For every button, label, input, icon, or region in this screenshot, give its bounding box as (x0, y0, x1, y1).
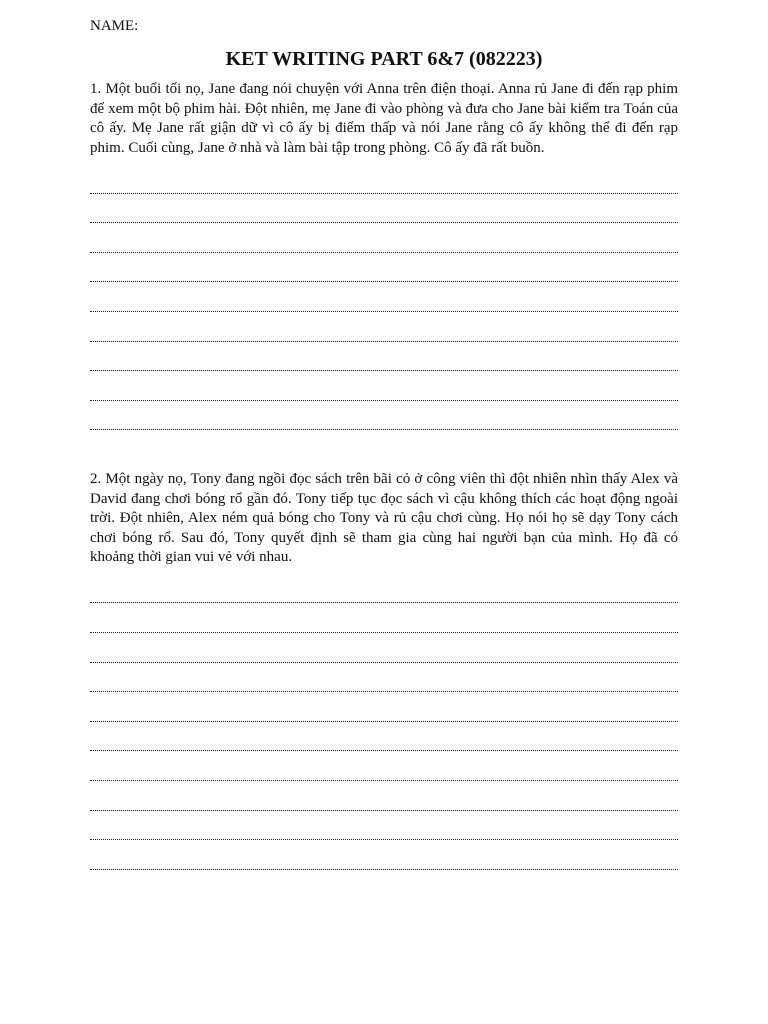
question-2 (90, 470, 678, 869)
worksheet-page (90, 16, 678, 870)
answer-line[interactable] (90, 342, 678, 372)
question-2-answer-area[interactable] (90, 574, 678, 870)
answer-line[interactable] (90, 371, 678, 401)
question-1-answer-area[interactable] (90, 164, 678, 430)
answer-line[interactable] (90, 781, 678, 811)
answer-line[interactable] (90, 751, 678, 781)
answer-line[interactable] (90, 223, 678, 253)
answer-line[interactable] (90, 811, 678, 841)
answer-line[interactable] (90, 164, 678, 194)
section-spacer (90, 430, 678, 470)
answer-line[interactable] (90, 692, 678, 722)
name-label: NAME: (90, 18, 139, 34)
answer-line[interactable] (90, 574, 678, 604)
question-1-prompt: 1. Một buổi tối nọ, Jane đang nói chuyện với Anna trên điện thoại. Anna rủ Jane đi đến rạp phim để xem một bộ phim hài. Đột nhiên, mẹ Jane đi vào phòng và đưa cho Jane bài kiểm tra Toán của cô ấy. Mẹ Jane rất giận dữ vì cô ấy bị điểm thấp và nói Jane rằng cô ấy không thể đi đến rạp phim. Cuối cùng, Jane ở nhà và làm bài tập trong phòng. Cô ấy đã rất buồn. (90, 81, 678, 156)
answer-line[interactable] (90, 603, 678, 633)
answer-line[interactable] (90, 722, 678, 752)
question-1 (90, 80, 678, 430)
answer-line[interactable] (90, 840, 678, 870)
answer-line[interactable] (90, 194, 678, 224)
answer-line[interactable] (90, 633, 678, 663)
question-2-prompt: 2. Một ngày nọ, Tony đang ngồi đọc sách trên bãi cỏ ở công viên thì đột nhiên nhìn thấy Alex và David đang chơi bóng rổ gần đó. Tony tiếp tục đọc sách vì cậu không thích các hoạt động ngoài trời. Đột nhiên, Alex ném quả bóng cho Tony và rủ cậu chơi cùng. Họ nói họ sẽ dạy Tony cách chơi bóng rổ. Sau đó, Tony quyết định sẽ tham gia cùng hai người bạn của mình. Họ đã có khoảng thời gian vui vẻ với nhau. (90, 471, 678, 566)
answer-line[interactable] (90, 282, 678, 312)
answer-line[interactable] (90, 663, 678, 693)
answer-line[interactable] (90, 312, 678, 342)
worksheet-title: KET WRITING PART 6&7 (082223) (225, 48, 543, 70)
answer-line[interactable] (90, 401, 678, 431)
answer-line[interactable] (90, 253, 678, 283)
